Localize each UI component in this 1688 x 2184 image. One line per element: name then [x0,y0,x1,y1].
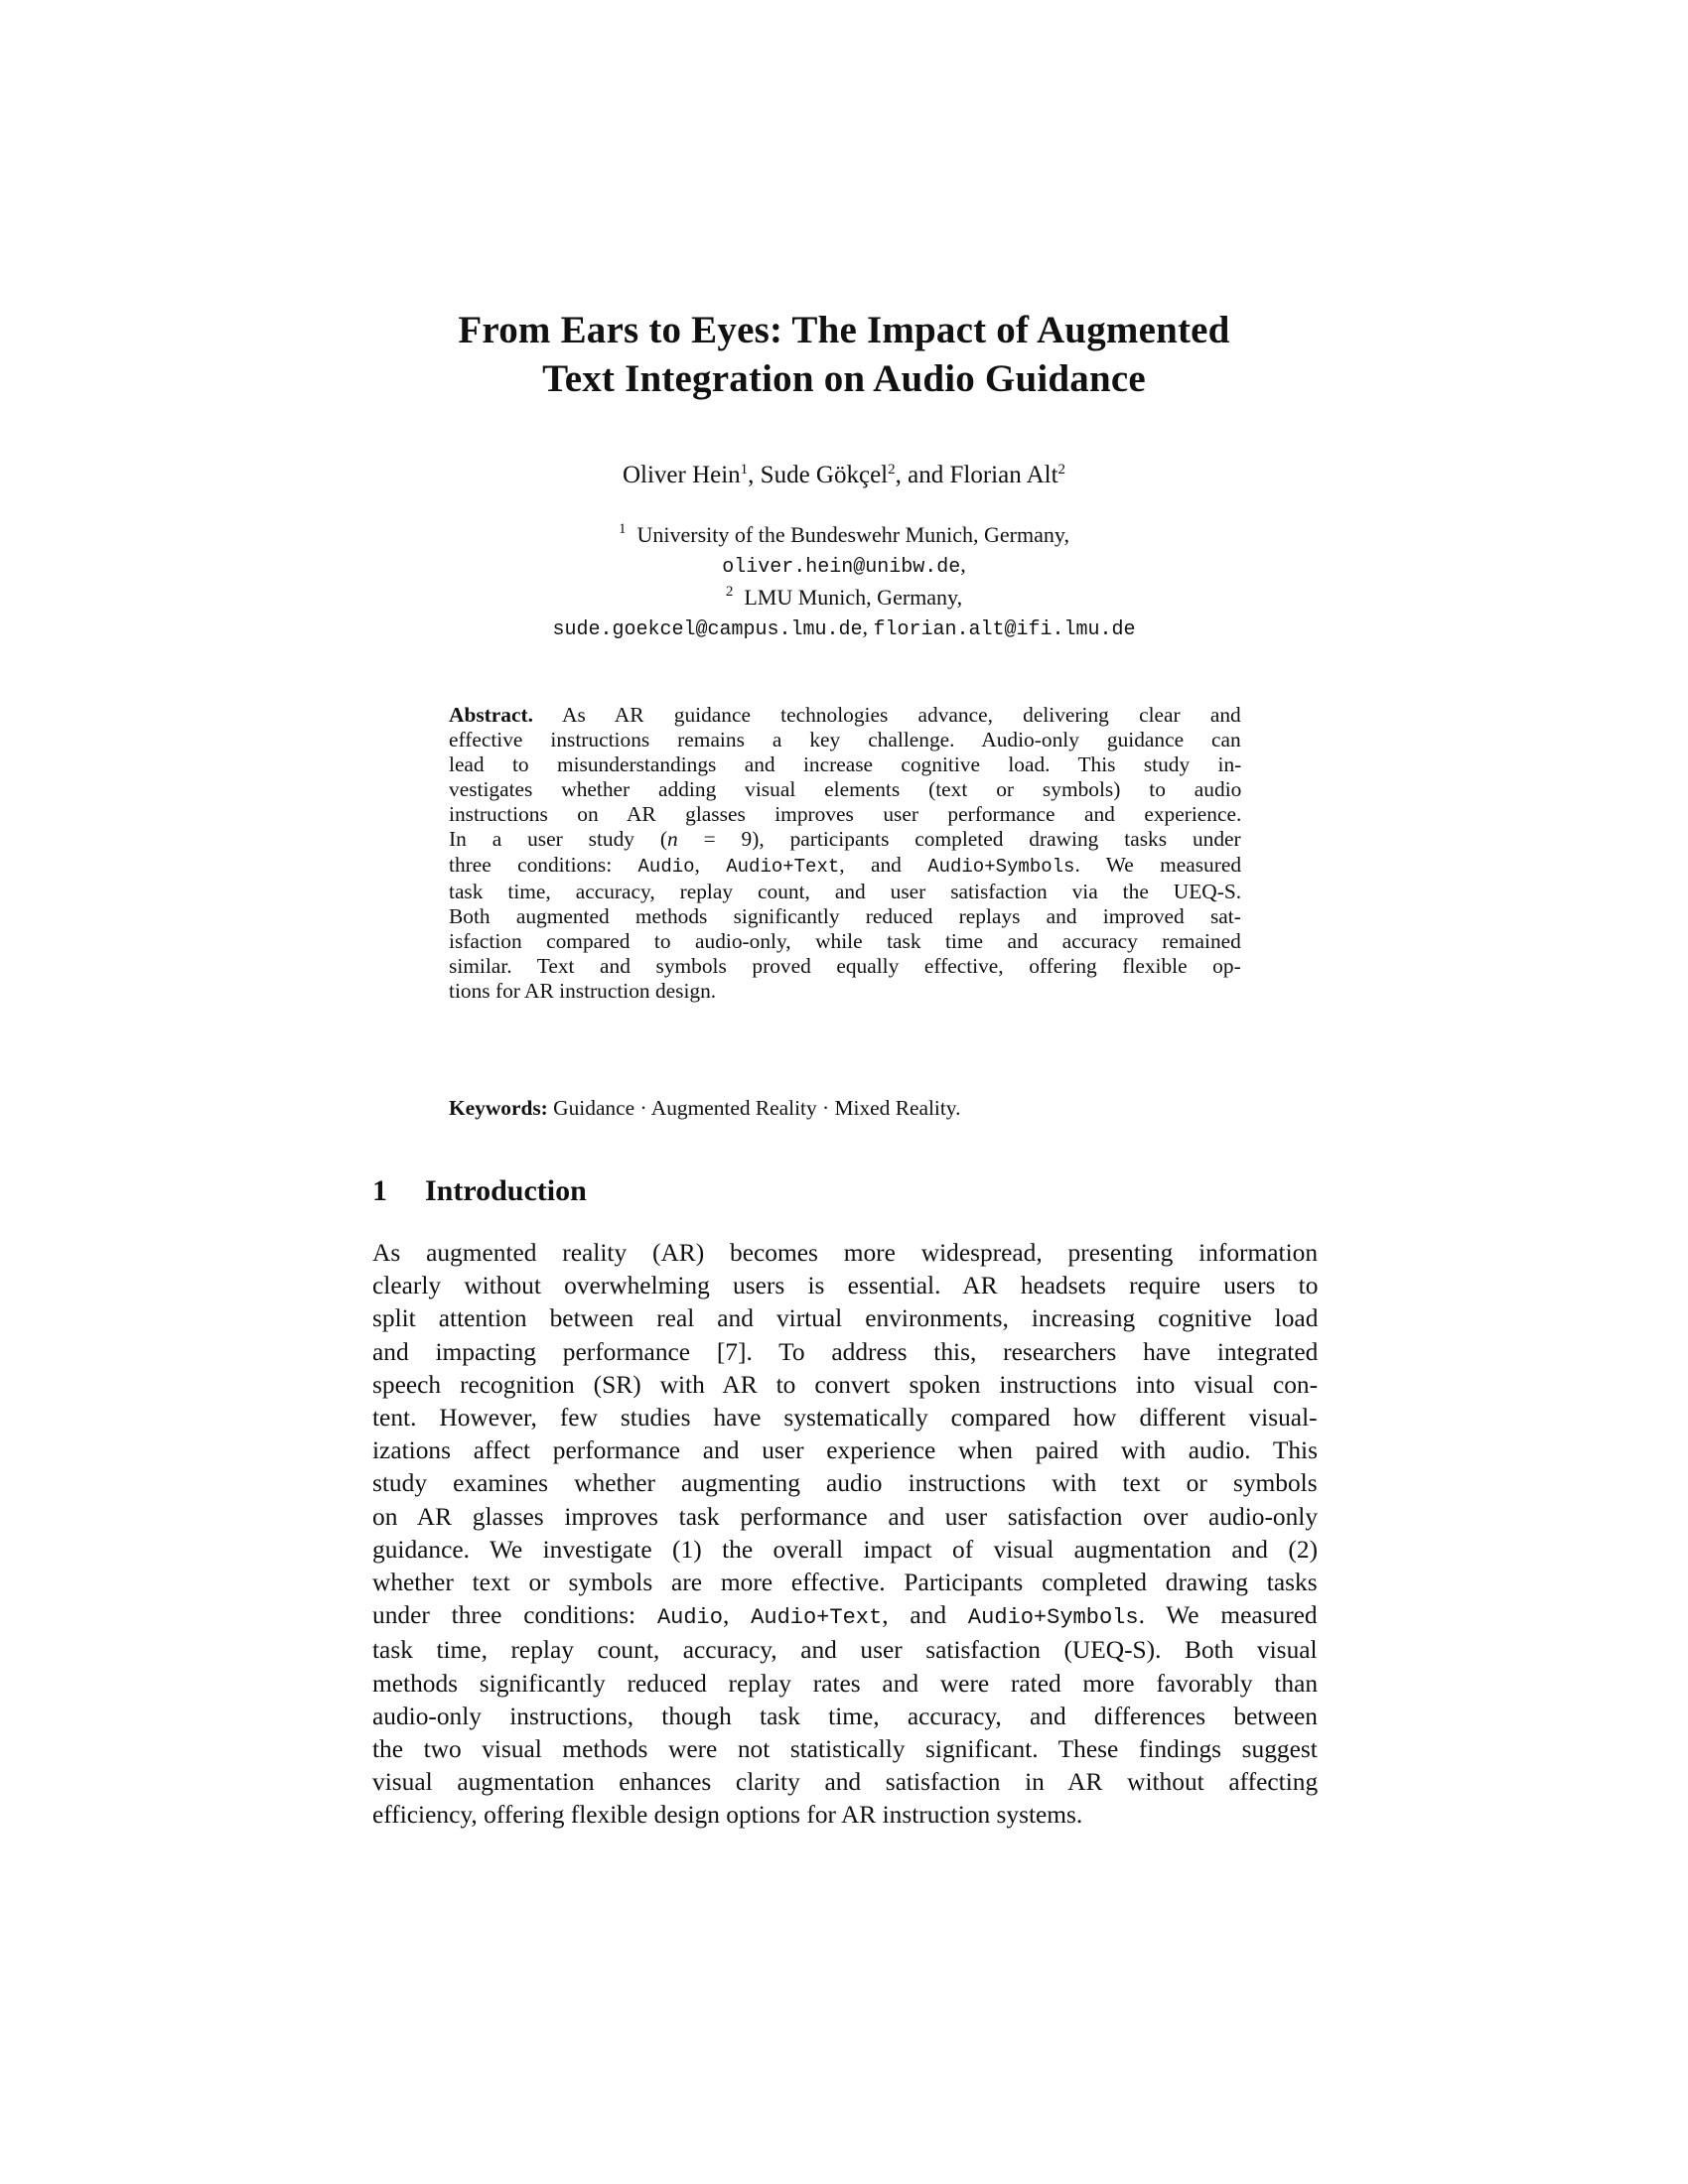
affiliation-number: 2 [725,584,734,600]
section-title: Introduction [425,1174,587,1207]
affiliation-1 [0,520,1688,550]
abstract-line: Abstract. As AR guidance technologies advance, delivering clear and [449,703,1241,727]
intro-line: study examines whether augmenting audio instructions with text or symbols [372,1469,1318,1498]
condition-audio-symbols: Audio+Symbols [927,855,1075,878]
abstract-line: Both augmented methods significantly reduced replays and improved sat- [449,903,1241,928]
affiliations [0,520,1688,645]
affiliation-marker: 2 [1057,462,1066,478]
abstract-line: In a user study (n = 9), participants completed drawing tasks under [449,827,1241,852]
section-heading [372,1171,587,1211]
condition-audio-symbols: Audio+Symbols [967,1605,1139,1631]
email-link[interactable]: oliver.hein@unibw.de [722,556,961,579]
email-link[interactable]: florian.alt@ifi.lmu.de [873,618,1136,641]
section-number: 1 [372,1174,387,1207]
intro-line: audio-only instructions, though task time, accuracy, and differences between [372,1702,1318,1730]
affiliation-number: 1 [619,521,627,537]
author-name: Oliver Hein [622,462,741,488]
intro-line: izations affect performance and user experience when paired with audio. This [372,1436,1318,1465]
intro-line: methods significantly reduced replay rates and were rated more favorably than [372,1669,1319,1698]
keywords [449,1096,1241,1121]
author-name: Sude Gökçel [760,462,889,488]
abstract-line: effective instructions remains a key challenge. Audio-only guidance can [449,728,1241,752]
abstract-line: isfaction compared to audio-only, while task time and accuracy remained [449,928,1241,953]
affiliation-marker: 2 [888,462,896,478]
intro-line: whether text or symbols are more effective. Participants completed drawing tasks [372,1569,1318,1597]
abstract-line: vestigates whether adding visual elements (text or symbols) to audio [449,777,1242,802]
intro-line: visual augmentation enhances clarity and satisfaction in AR without affecting [372,1768,1319,1797]
abstract-line: similar. Text and symbols proved equally effective, offering flexible op- [449,953,1241,978]
email-suffix: , [960,552,966,577]
affiliation-2-emails [0,613,1688,645]
paper-title [0,306,1688,403]
affiliation-2 [0,583,1688,613]
author-list [0,461,1688,490]
affiliation-marker: 1 [740,462,749,478]
intro-line: tent. However, few studies have systematically compared how different visual- [372,1404,1318,1433]
keywords-label: Keywords: [449,1096,548,1120]
keywords-text: Guidance · Augmented Reality · Mixed Reality. [547,1096,961,1120]
condition-audio: Audio [656,1605,723,1631]
affiliation-name: University of the Bundeswehr Munich, Germany, [636,522,1069,547]
math-n: n [667,827,678,852]
condition-audio-text: Audio+Text [726,855,840,878]
abstract-line: task time, accuracy, replay count, and user satisfaction via the UEQ-S. [449,879,1242,903]
author-name: Florian Alt [949,462,1058,488]
abstract-label: Abstract. [449,703,533,727]
condition-audio: Audio [637,855,695,878]
author-separator: , [748,462,761,488]
intro-line: task time, replay count, accuracy, and user satisfaction (UEQ-S). Both visual [372,1636,1318,1665]
intro-line: clearly without overwhelming users is essential. AR headsets require users to [372,1272,1319,1300]
email-link[interactable]: sude.goekcel@campus.lmu.de [552,618,863,641]
abstract-line: three conditions: Audio, Audio+Text, and Audio+Symbols. We measured [449,852,1242,878]
abstract-line: lead to misunderstandings and increase cognitive load. This study in- [449,752,1242,777]
abstract-line: instructions on AR glasses improves user performance and experience. [449,802,1242,827]
intro-line: guidance. We investigate (1) the overall impact of visual augmentation and (2) [372,1535,1319,1564]
email-separator: , [862,614,874,639]
title-line-2: Text Integration on Audio Guidance [542,357,1146,400]
abstract [449,703,1241,1004]
author-separator: , and [895,462,950,488]
intro-line: and impacting performance [7]. To address this, researchers have integrated [372,1337,1319,1366]
abstract-line: tions for AR instruction design. [449,979,717,1004]
intro-line: under three conditions: Audio, Audio+Text, and Audio+Symbols. We measured [372,1601,1318,1631]
affiliation-1-email [0,550,1688,583]
introduction-paragraph [372,1237,1318,1833]
intro-line: on AR glasses improves task performance and user satisfaction over audio-only [372,1502,1319,1531]
intro-line: As augmented reality (AR) becomes more widespread, presenting information [372,1239,1319,1267]
intro-line: speech recognition (SR) with AR to convert spoken instructions into visual con- [372,1370,1319,1399]
intro-line: the two visual methods were not statistically significant. These findings suggest [372,1735,1318,1764]
title-line-1: From Ears to Eyes: The Impact of Augmented [458,309,1230,351]
intro-line: efficiency, offering flexible design options for AR instruction systems. [372,1801,1083,1830]
affiliation-name: LMU Munich, Germany, [744,585,963,610]
condition-audio-text: Audio+Text [751,1605,883,1631]
intro-line: split attention between real and virtual environments, increasing cognitive load [372,1304,1319,1333]
